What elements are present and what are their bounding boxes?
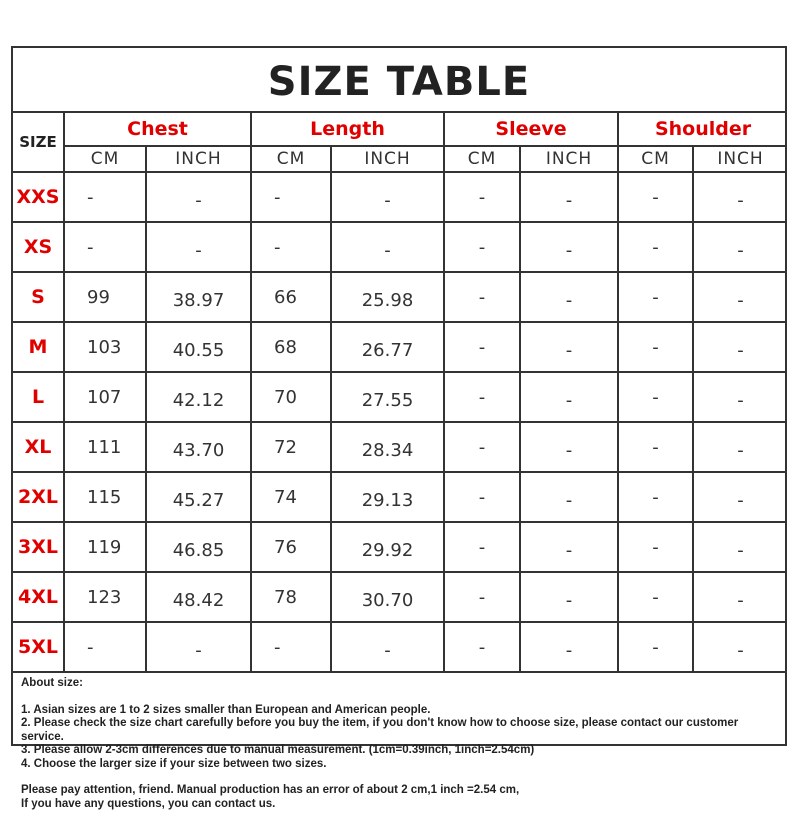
table-cell: 76: [251, 522, 331, 572]
size-table-card: [11, 46, 787, 810]
unit-header-cm: CM: [444, 146, 520, 172]
table-cell: -: [520, 522, 618, 572]
table-cell: 74: [251, 472, 331, 522]
unit-header-cm: CM: [64, 146, 146, 172]
table-cell: 111: [64, 422, 146, 472]
table-row: [13, 422, 787, 472]
size-label: XXS: [13, 172, 64, 222]
table-cell: -: [444, 322, 520, 372]
table-cell: -: [618, 172, 693, 222]
table-cell: -: [693, 172, 787, 222]
size-label: 2XL: [13, 472, 64, 522]
size-label: XS: [13, 222, 64, 272]
size-label: S: [13, 272, 64, 322]
table-cell: -: [618, 572, 693, 622]
size-label: XL: [13, 422, 64, 472]
table-cell: 70: [251, 372, 331, 422]
table-cell: -: [618, 222, 693, 272]
table-cell: -: [331, 172, 444, 222]
size-table: [13, 113, 787, 673]
table-row: [13, 572, 787, 622]
table-cell: -: [520, 472, 618, 522]
table-row: [13, 622, 787, 672]
table-cell: -: [444, 222, 520, 272]
table-cell: -: [618, 322, 693, 372]
table-cell: 25.98: [331, 272, 444, 322]
table-cell: -: [444, 272, 520, 322]
table-cell: -: [64, 172, 146, 222]
table-cell: -: [444, 572, 520, 622]
table-cell: 68: [251, 322, 331, 372]
table-cell: 99: [64, 272, 146, 322]
table-cell: 46.85: [146, 522, 251, 572]
table-cell: -: [331, 222, 444, 272]
group-header-chest: Chest: [64, 113, 251, 146]
table-cell: 40.55: [146, 322, 251, 372]
table-cell: 115: [64, 472, 146, 522]
table-cell: 107: [64, 372, 146, 422]
table-cell: -: [520, 622, 618, 672]
table-cell: -: [520, 372, 618, 422]
table-cell: -: [331, 622, 444, 672]
table-cell: -: [693, 322, 787, 372]
table-cell: -: [64, 222, 146, 272]
table-cell: -: [251, 172, 331, 222]
table-cell: -: [444, 172, 520, 222]
table-cell: -: [618, 272, 693, 322]
table-cell: -: [693, 522, 787, 572]
group-header-shoulder: Shoulder: [618, 113, 787, 146]
table-cell: -: [520, 172, 618, 222]
table-cell: -: [618, 372, 693, 422]
table-cell: -: [444, 422, 520, 472]
table-cell: 42.12: [146, 372, 251, 422]
table-row: [13, 372, 787, 422]
table-cell: -: [444, 472, 520, 522]
unit-header-inch: INCH: [146, 146, 251, 172]
table-cell: -: [520, 322, 618, 372]
table-cell: -: [618, 622, 693, 672]
table-row: [13, 172, 787, 222]
page-title: SIZE TABLE: [13, 48, 785, 113]
table-cell: -: [520, 222, 618, 272]
table-cell: 29.13: [331, 472, 444, 522]
table-cell: -: [146, 622, 251, 672]
table-row: [13, 522, 787, 572]
unit-header-inch: INCH: [331, 146, 444, 172]
note-item: 2. Please check the size chart carefully before you buy the item, if you don't know how to choose size, please contact our customer service.: [21, 717, 739, 743]
unit-header-cm: CM: [618, 146, 693, 172]
table-cell: -: [146, 172, 251, 222]
notes-footer: If you have any questions, you can contact us.: [21, 797, 276, 810]
table-cell: 45.27: [146, 472, 251, 522]
table-cell: -: [693, 422, 787, 472]
table-cell: 43.70: [146, 422, 251, 472]
note-item: 1. Asian sizes are 1 to 2 sizes smaller than European and American people.: [21, 703, 431, 716]
size-label: L: [13, 372, 64, 422]
notes-footer: Please pay attention, friend. Manual production has an error of about 2 cm,1 inch =2.54 cm,: [21, 784, 520, 796]
size-column-header: SIZE: [13, 113, 64, 172]
table-cell: -: [251, 622, 331, 672]
table-cell: 72: [251, 422, 331, 472]
table-cell: -: [693, 472, 787, 522]
table-cell: -: [444, 622, 520, 672]
unit-header-cm: CM: [251, 146, 331, 172]
table-cell: 119: [64, 522, 146, 572]
table-cell: 38.97: [146, 272, 251, 322]
unit-header-inch: INCH: [520, 146, 618, 172]
size-notes: [13, 673, 785, 815]
table-cell: -: [693, 372, 787, 422]
table-cell: -: [693, 272, 787, 322]
note-item: 3. Please allow 2-3cm differences due to manual measurement. (1cm=0.39inch, 1inch=2.54cm): [21, 744, 535, 756]
size-label: M: [13, 322, 64, 372]
table-cell: -: [444, 522, 520, 572]
table-cell: 103: [64, 322, 146, 372]
table-cell: -: [618, 422, 693, 472]
group-header-length: Length: [251, 113, 444, 146]
table-cell: 78: [251, 572, 331, 622]
size-label: 3XL: [13, 522, 64, 572]
table-row: [13, 222, 787, 272]
table-cell: 26.77: [331, 322, 444, 372]
table-cell: -: [146, 222, 251, 272]
table-row: [13, 322, 787, 372]
table-cell: 30.70: [331, 572, 444, 622]
table-cell: 28.34: [331, 422, 444, 472]
table-cell: -: [693, 572, 787, 622]
table-cell: -: [64, 622, 146, 672]
unit-header-inch: INCH: [693, 146, 787, 172]
table-cell: -: [618, 472, 693, 522]
size-label: 5XL: [13, 622, 64, 672]
table-cell: -: [520, 572, 618, 622]
table-row: [13, 272, 787, 322]
table-cell: -: [693, 622, 787, 672]
table-cell: 48.42: [146, 572, 251, 622]
size-label: 4XL: [13, 572, 64, 622]
table-cell: -: [444, 372, 520, 422]
group-header-sleeve: Sleeve: [444, 113, 618, 146]
table-cell: -: [520, 272, 618, 322]
table-cell: -: [693, 222, 787, 272]
table-cell: -: [520, 422, 618, 472]
notes-heading: About size:: [21, 677, 83, 689]
table-row: [13, 472, 787, 522]
table-cell: 66: [251, 272, 331, 322]
table-cell: -: [618, 522, 693, 572]
table-cell: 27.55: [331, 372, 444, 422]
table-cell: -: [251, 222, 331, 272]
note-item: 4. Choose the larger size if your size between two sizes.: [21, 757, 327, 770]
table-cell: 123: [64, 572, 146, 622]
table-cell: 29.92: [331, 522, 444, 572]
